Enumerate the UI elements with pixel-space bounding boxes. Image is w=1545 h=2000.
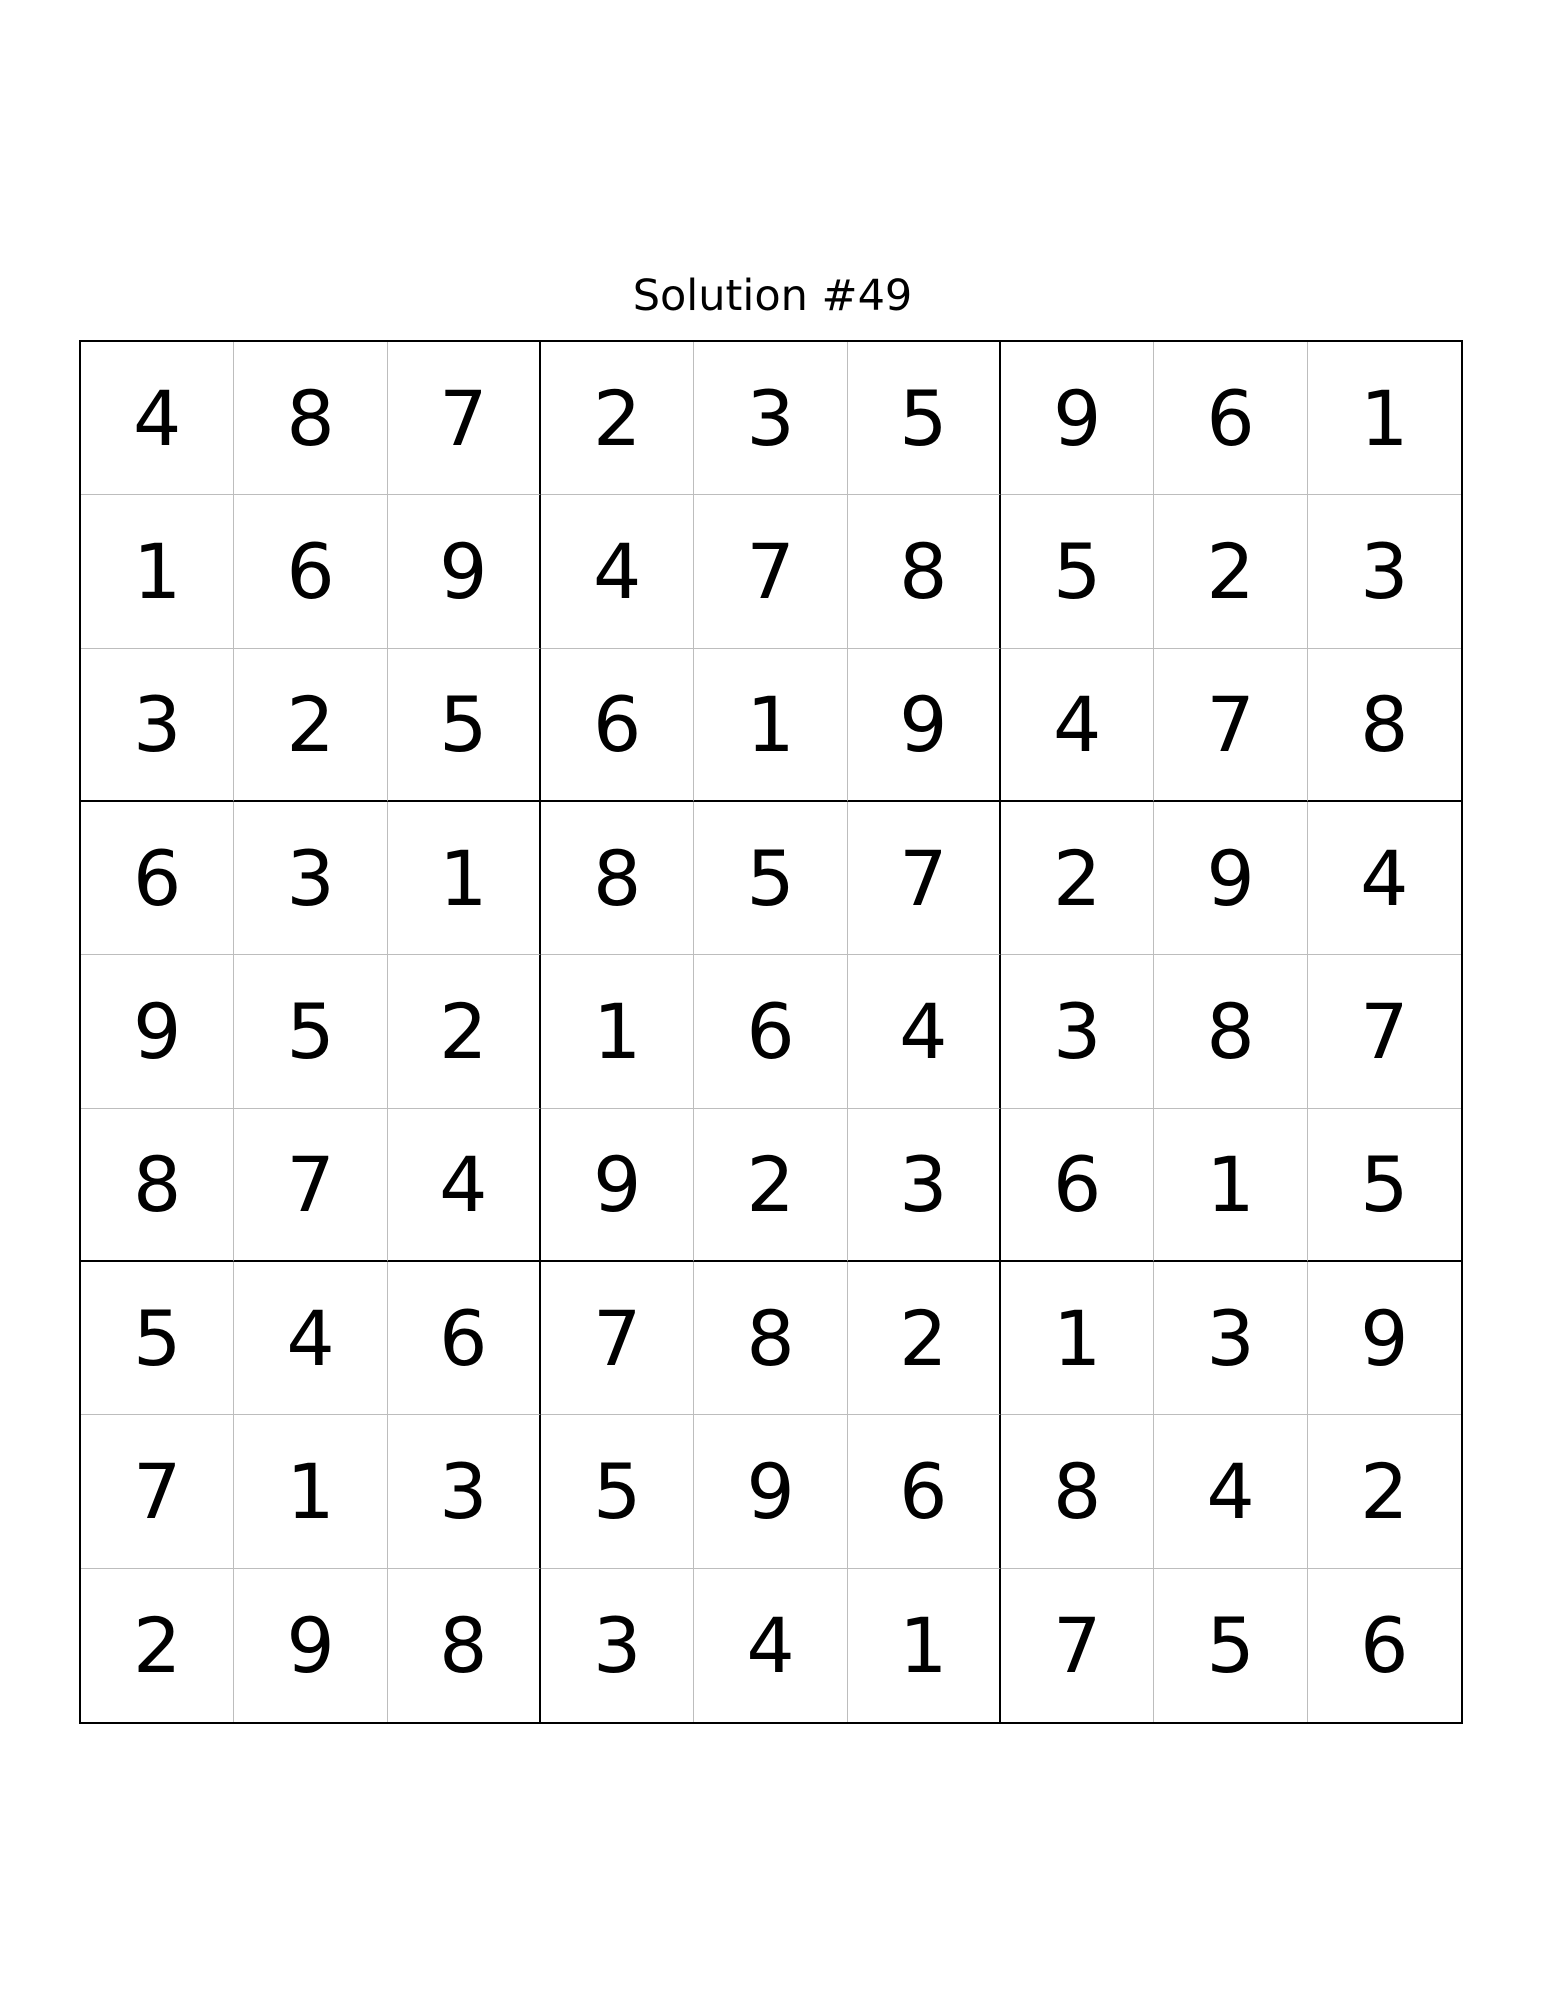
- grid-cell: 7: [694, 495, 847, 648]
- grid-cell: 1: [848, 1569, 1001, 1722]
- grid-cell: 5: [1154, 1569, 1307, 1722]
- grid-cell: 7: [388, 342, 541, 495]
- grid-cell: 9: [848, 649, 1001, 802]
- grid-cell: 1: [81, 495, 234, 648]
- grid-cell: 7: [234, 1109, 387, 1262]
- grid-cell: 1: [1154, 1109, 1307, 1262]
- grid-cell: 8: [694, 1262, 847, 1415]
- grid-cell: 4: [388, 1109, 541, 1262]
- grid-cell: 6: [234, 495, 387, 648]
- grid-cell: 5: [81, 1262, 234, 1415]
- grid-cell: 3: [848, 1109, 1001, 1262]
- grid-cell: 6: [694, 955, 847, 1108]
- grid-cell: 5: [234, 955, 387, 1108]
- grid-cell: 8: [81, 1109, 234, 1262]
- grid-cell: 8: [1001, 1415, 1154, 1568]
- grid-cell: 2: [694, 1109, 847, 1262]
- grid-cell: 7: [1308, 955, 1461, 1108]
- grid-cell: 5: [694, 802, 847, 955]
- grid-cell: 6: [81, 802, 234, 955]
- grid-cell: 5: [1308, 1109, 1461, 1262]
- grid-cell: 1: [694, 649, 847, 802]
- grid-cell: 2: [848, 1262, 1001, 1415]
- grid-cell: 3: [1001, 955, 1154, 1108]
- grid-cell: 6: [1001, 1109, 1154, 1262]
- grid-cell: 6: [388, 1262, 541, 1415]
- grid-cell: 3: [81, 649, 234, 802]
- grid-cell: 2: [1001, 802, 1154, 955]
- grid-cell: 1: [541, 955, 694, 1108]
- grid-cell: 4: [1001, 649, 1154, 802]
- grid-cell: 3: [694, 342, 847, 495]
- grid-cell: 2: [1154, 495, 1307, 648]
- grid-cell: 7: [541, 1262, 694, 1415]
- grid-cell: 3: [541, 1569, 694, 1722]
- sudoku-grid: [79, 340, 1463, 1724]
- puzzle-title: Solution #49: [632, 271, 913, 321]
- grid-cell: 5: [848, 342, 1001, 495]
- grid-cell: 6: [1154, 342, 1307, 495]
- grid-cell: 9: [234, 1569, 387, 1722]
- grid-cell: 6: [1360, 1600, 1409, 1690]
- grid-cell: 3: [1154, 1262, 1307, 1415]
- grid-cell: 9: [694, 1415, 847, 1568]
- grid-cell: 2: [1308, 1415, 1461, 1568]
- grid-cell: 1: [234, 1415, 387, 1568]
- grid-cell: 1: [1308, 342, 1461, 495]
- grid-cell: 7: [1001, 1569, 1154, 1722]
- grid-cell: 2: [81, 1569, 234, 1722]
- grid-cell: 8: [234, 342, 387, 495]
- grid-cell: 8: [1154, 955, 1307, 1108]
- grid-cell: 8: [388, 1569, 541, 1722]
- grid-cell: 2: [388, 955, 541, 1108]
- grid-cell: 7: [81, 1415, 234, 1568]
- grid-cell: 6: [848, 1415, 1001, 1568]
- grid-cell: 5: [388, 649, 541, 802]
- grid-cell: 4: [81, 342, 234, 495]
- grid-cell: 4: [1308, 802, 1461, 955]
- grid-cell: 9: [388, 495, 541, 648]
- grid-cell: 7: [848, 802, 1001, 955]
- grid-cell: 8: [541, 802, 694, 955]
- grid-cell: 1: [1001, 1262, 1154, 1415]
- grid-cell: 2: [541, 342, 694, 495]
- grid-cell: 2: [234, 649, 387, 802]
- grid-cell: 3: [1308, 495, 1461, 648]
- grid-cell: 9: [1308, 1262, 1461, 1415]
- grid-cell: 9: [541, 1109, 694, 1262]
- grid-cell: 4: [541, 495, 694, 648]
- grid-cell: 5: [541, 1415, 694, 1568]
- grid-cell: 4: [1154, 1415, 1307, 1568]
- grid-cell: 8: [848, 495, 1001, 648]
- grid-cell: 4: [848, 955, 1001, 1108]
- grid-cell: 6: [541, 649, 694, 802]
- grid-cell: 1: [388, 802, 541, 955]
- grid-cell: 5: [1001, 495, 1154, 648]
- grid-cell: 9: [1154, 802, 1307, 955]
- grid-cell: 9: [1001, 342, 1154, 495]
- grid-cell: 4: [694, 1569, 847, 1722]
- grid-cell: 8: [1308, 649, 1461, 802]
- grid-cell: 3: [388, 1415, 541, 1568]
- grid-cell: 3: [234, 802, 387, 955]
- grid-cell: 9: [81, 955, 234, 1108]
- grid-cell: 4: [234, 1262, 387, 1415]
- grid-cell: 7: [1154, 649, 1307, 802]
